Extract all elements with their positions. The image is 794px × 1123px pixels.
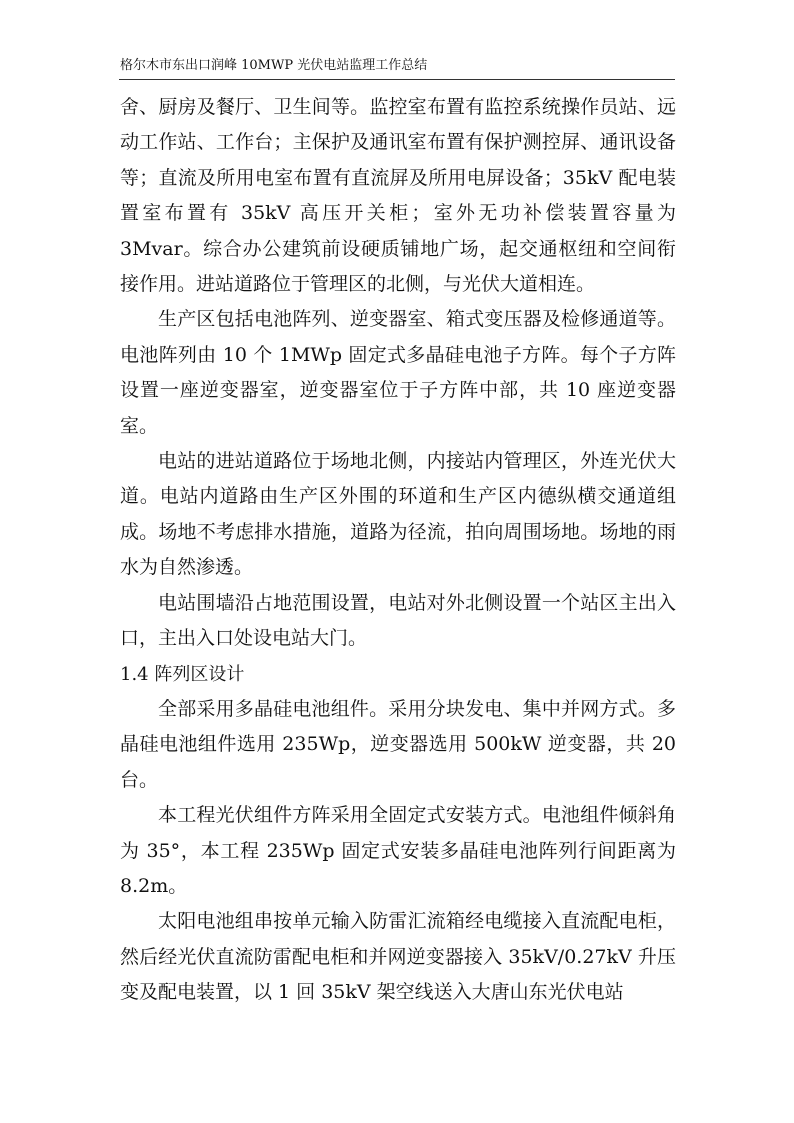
page-header-title: 格尔木市东出口润峰 10MWP 光伏电站监理工作总结 bbox=[120, 58, 428, 73]
paragraph-module-selection: 全部采用多晶硅电池组件。采用分块发电、集中并网方式。多晶硅电池组件选用 235Wp，逆变器选用 500kW 逆变器，共 20 台。 bbox=[120, 697, 676, 791]
paragraph-grid-connection: 太阳电池组串按单元输入防雷汇流箱经电缆接入直流配电柜，然后经光伏直流防雷配电柜和并网逆变器接入 35kV/0.27kV 升压变及配电装置，以 1 回 35kV 架空线送入大唐山东光伏电站 bbox=[120, 910, 676, 1004]
document-body bbox=[120, 90, 676, 1011]
paragraph-enclosure-wall: 电站围墙沿占地范围设置，电站对外北侧设置一个站区主出入口，主出入口处设电站大门。 bbox=[120, 591, 676, 650]
paragraph-production-area: 生产区包括电池阵列、逆变器室、箱式变压器及检修通道等。电池阵列由 10 个 1MWp 固定式多晶硅电池子方阵。每个子方阵设置一座逆变器室，逆变器室位于子方阵中部，共 10 座逆变器室。 bbox=[120, 308, 676, 437]
paragraph-management-area: 舍、厨房及餐厅、卫生间等。监控室布置有监控系统操作员站、远动工作站、工作台；主保护及通讯室布置有保护测控屏、通讯设备等；直流及所用电室布置有直流屏及所用电屏设备；35kV 配电装置室布置有 35kV 高压开关柜；室外无功补偿装置容量为 3Mvar。综合办公建筑前设硬质铺地广场，起交通枢纽和空间衔接作用。进站道路位于管理区的北侧，与光伏大道相连。 bbox=[120, 96, 676, 296]
paragraph-access-road: 电站的进站道路位于场地北侧，内接站内管理区，外连光伏大道。电站内道路由生产区外围的环道和生产区内德纵横交通道组成。场地不考虑排水措施，道路为径流，拍向周围场地。场地的雨水为自然渗透。 bbox=[120, 450, 676, 579]
header-divider bbox=[119, 79, 675, 80]
section-heading-array-design: 1.4 阵列区设计 bbox=[120, 663, 245, 685]
paragraph-mounting-method: 本工程光伏组件方阵采用全固定式安装方式。电池组件倾斜角为 35°，本工程 235Wp 固定式安装多晶硅电池阵列行间距离为 8.2m。 bbox=[120, 804, 676, 897]
